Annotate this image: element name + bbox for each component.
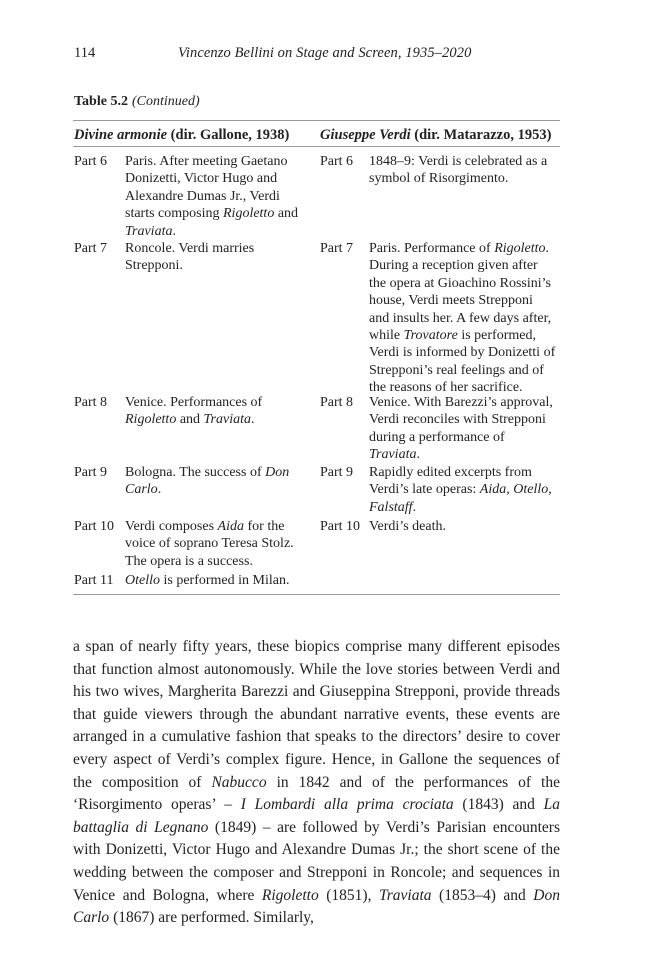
right-part-8-description: Venice. With Barezzi’s approval, Verdi reconciles with Strepponi during a performance of Traviata. — [369, 395, 553, 463]
right-part-10-description: Verdi’s death. — [369, 519, 446, 534]
left-part-11-description: Otello is performed in Milan. — [125, 573, 290, 588]
body-paragraph: a span of nearly fifty years, these biopics comprise many different episodes that function almost autonomously. While the love stories between Verdi and his two wives, Margherita Barezzi and Giuseppina Strepponi, provide threads that guide viewers through the abundant narrative events, these events are arranged in a cumulative fashion that speaks to the directors’ desire to cover every aspect of Verdi’s complex figure. Hence, in Gallone the sequences of the composition of Nabucco in 1842 and of the performances of the ‘Risorgimento operas’ – I Lombardi alla prima crociata (1843) and La battaglia di Legnano (1849) – are followed by Verdi’s Parisian encounters with Donizetti, Victor Hugo and Alexandre Dumas Jr.; the short scene of the wedding between the composer and Strepponi in Roncole; and sequences in Venice and Bologna, where Rigoletto (1851), Traviata (1853–4) and Don Carlo (1867) are performed. Similarly, — [73, 638, 561, 927]
right-part-label: Part 6 — [320, 154, 354, 169]
left-part-label: Part 10 — [74, 519, 115, 534]
left-part-6-description: Paris. After meeting Gaetano Donizetti, Victor Hugo and Alexandre Dumas Jr., Verdi starts composing Rigoletto and Traviata. — [125, 154, 299, 239]
right-part-6-description: 1848–9: Verdi is celebrated as a symbol of Risorgimento. — [369, 154, 548, 187]
right-part-7-description: Paris. Performance of Rigoletto. During a reception given after the opera at Gioachino Rossini’s house, Verdi meets Strepponi and insults her. A few days after, while Trovatore is performed, Verdi is informed by Donizetti of Strepponi’s real feelings and of the reasons of her sacrifice. — [369, 241, 556, 396]
table-continued: (Continued) — [131, 94, 200, 109]
running-header — [74, 45, 559, 65]
right-part-label: Part 8 — [320, 395, 354, 410]
table-caption — [74, 94, 200, 110]
left-part-label: Part 9 — [74, 465, 108, 480]
right-part-9-description: Rapidly edited excerpts from Verdi’s late operas: Aida, Otello, Falstaff. — [369, 465, 552, 515]
table-top-rule — [73, 120, 560, 121]
left-part-10-description: Verdi composes Aida for the voice of soprano Teresa Stolz. The opera is a success. — [125, 519, 294, 569]
right-column-header: Giuseppe Verdi (dir. Matarazzo, 1953) — [320, 127, 552, 143]
left-column-header: Divine armonie (dir. Gallone, 1938) — [74, 127, 290, 143]
left-part-8-description: Venice. Performances of Rigoletto and Traviata. — [125, 395, 263, 428]
left-part-7-description: Roncole. Verdi marries Strepponi. — [125, 241, 255, 274]
left-part-label: Part 8 — [74, 395, 108, 410]
left-part-label: Part 7 — [74, 241, 108, 256]
left-part-label: Part 6 — [74, 154, 108, 169]
table-header-rule — [73, 146, 560, 147]
table-bottom-rule — [73, 594, 560, 595]
left-part-label: Part 11 — [74, 573, 114, 588]
table-label: Table 5.2 — [74, 94, 128, 109]
left-part-9-description: Bologna. The success of Don Carlo. — [125, 465, 290, 498]
running-title: Vincenzo Bellini on Stage and Screen, 1935–2020 — [178, 45, 472, 61]
right-part-label: Part 7 — [320, 241, 354, 256]
right-part-label: Part 10 — [320, 519, 361, 534]
page-number: 114 — [74, 45, 96, 61]
right-part-label: Part 9 — [320, 465, 354, 480]
